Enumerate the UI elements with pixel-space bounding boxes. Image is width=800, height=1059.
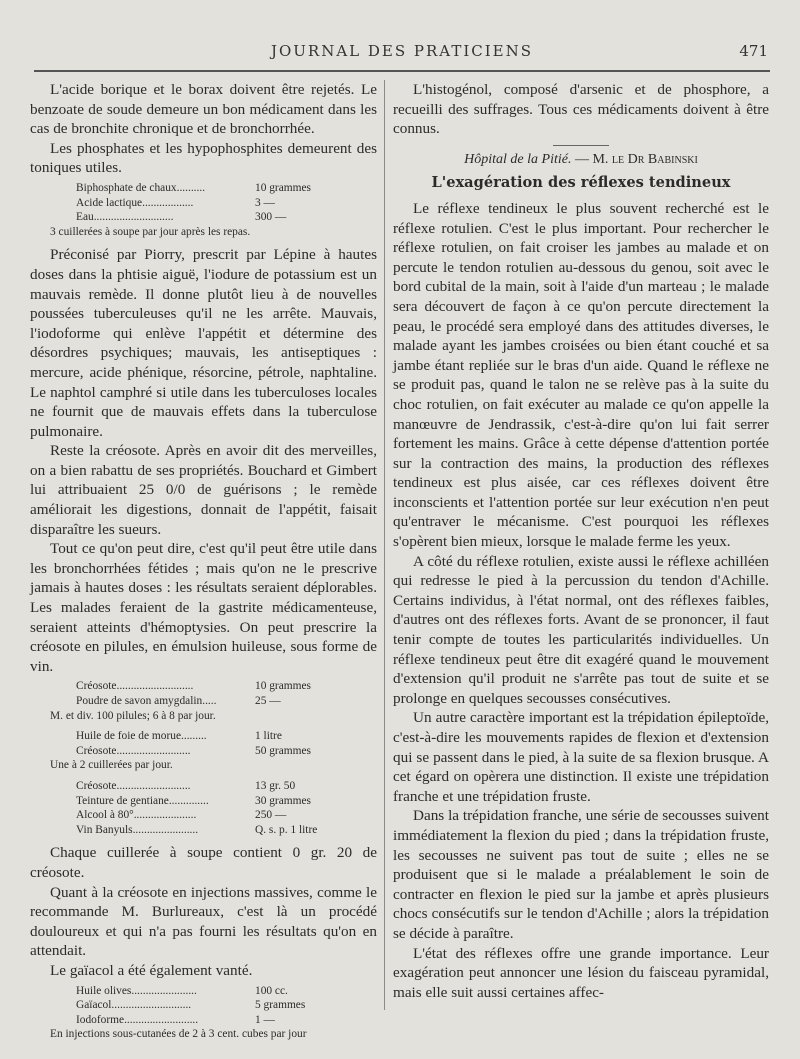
ingredient-qty: 250 — [255,809,287,822]
paragraph: Chaque cuillerée à soupe contient 0 gr. 20 de créosote. [30,844,377,881]
ingredient-name: Créosote.......................... [76,744,191,757]
paragraph: Quant à la créosote en injections massives, comme le recommande M. Burlureaux, c'est là un procédé douloureux et qui n'a pas fourni les résultats qu'on en attendait. [30,883,377,960]
paragraph: Le gaïacol a été également vanté. [50,961,253,979]
column-divider [384,80,385,1010]
ingredient-name: Iodoforme.......................... [76,1013,199,1026]
page-header [34,34,770,72]
hospital-line [393,150,769,170]
ingredient-name: Huile de foie de morue......... [76,730,207,743]
prescription-row [30,744,377,759]
section-rule [553,145,609,146]
hospital-name: Hôpital de la Pitié. [464,151,572,167]
prescription-row [30,729,377,744]
prescription-row [30,823,377,838]
ingredient-qty: 25 — [255,695,281,707]
paragraph: Préconisé par Piorry, prescrit par Lépine à hautes doses dans la phtisie aiguë, l'iodure de potassium est un mauvais remède. Il donne plutôt lieu à de nouvelles poussées tuberculeuses qu'il ne les arrête. Mauvais, l'iodoforme qui enlève l'appétit et détermine des désordres psychiques; mauvais, les antiseptiques : mercure, acide phénique, résorcine, pétrole, naphtaline. Le naphtol camphré si utile dans les tuberculoses locales ne fournit que de mauvais effets dans la tuberculose pulmonaire. [30,246,377,440]
ingredient-name: Acide lactique.................. [76,196,194,209]
paragraph: L'acide borique et le borax doivent être rejetés. Le benzoate de soude demeure un bon médicament dans les cas de bronchite chronique et de bronchorrhée. [30,81,377,138]
paragraph: Reste la créosote. Après en avoir dit des merveilles, on a bien rabattu de ses propriétés. Bouchard et Gimbert lui attribuaient 25 0/0 de guérisons ; le remède améliorait les digestions, donnait de l'appétit, faisait disparaître les sueurs. [30,442,377,538]
ingredient-qty: 1 — [255,1013,275,1026]
paragraph: L'histogénol, composé d'arsenic et de phosphore, a recueilli des suffrages. Tous ces médicaments doivent à être connus. [393,81,769,138]
prescription-row [30,779,377,794]
prescription-row [30,984,377,999]
paragraph: Un autre caractère important est la trépidation épileptoïde, c'est-à-dire les mouvements rapides de flexion et d'extension qui se passent dans le pied, à la suite de sa flexion brusque. A cet égard on opèrera une distinction. Il existe une trépidation franche et une trépidation fruste. [393,709,769,805]
ingredient-qty: 10 grammes [255,181,311,194]
prescription-note: M. et div. 100 pilules; 6 à 8 par jour. [50,709,216,722]
ingredient-name: Gaïacol............................ [76,999,192,1012]
ingredient-qty: 13 gr. 50 [255,779,296,792]
paragraph: L'état des réflexes offre une grande importance. Leur exagération peut annoncer une lésion du faisceau pyramidal, mais elle suit aussi certaines affec- [393,944,769,1001]
ingredient-qty: 1 litre [255,730,282,743]
ingredient-name: Poudre de savon amygdalin..... [76,695,217,707]
ingredient-qty: 100 cc. [255,984,288,997]
prescription-note: 3 cuillerées à soupe par jour après les repas. [50,225,251,238]
prescription-row [30,679,377,694]
page-number: 471 [739,42,768,60]
paragraph: A côté du réflexe rotulien, existe aussi le réflexe achilléen qui redresse le pied à la percussion du tendon d'Achille. Certains individus, à l'état normal, ont des réflexes faibles, d'autres ont des réflexes forts. Avant de se prononcer, il faut tenir compte de toutes les particularités individuelles. Un réflexe tendineux peut être dit exagéré quand le mouvement d'extension qu'il produit ne s'arrête pas tout de suite et se prolonge en quelques secousses consécutives. [393,552,769,707]
ingredient-qty: 5 grammes [255,999,306,1012]
ingredient-name: Créosote.......................... [76,779,191,792]
prescription-note: En injections sous-cutanées de 2 à 3 cent. cubes par jour [50,1028,307,1041]
paragraph: Dans la trépidation franche, une série de secousses suivent immédiatement la flexion du pied ; dans la trépidation fruste, les secousses ne suivent pas tout de suite ; elles ne se produisent que si le malade a préalablement le soin de contracter en flexion le pied sur la jambe et après plusieurs chocs consécutifs sur le tendon d'Achille ; alors la trépidation se décide à paraître. [393,807,769,942]
prescription-row [30,196,377,211]
doctor-name: — M. le Dr Babinski [571,151,698,167]
prescription-row [30,181,377,196]
ingredient-qty: 50 grammes [255,744,311,757]
prescription-phosphate [30,181,377,239]
prescription-row [30,808,377,823]
prescription-row [30,210,377,225]
ingredient-name: Biphosphate de chaux.......... [76,181,206,194]
ingredient-name: Alcool à 80°...................... [76,809,197,822]
ingredient-name: Huile olives....................... [76,984,197,997]
ingredient-name: Eau............................ [76,211,174,224]
prescription-row [30,794,377,809]
ingredient-qty: 300 — [255,211,287,224]
section-title: L'exagération des réflexes tendineux [431,174,731,192]
prescription-row [30,998,377,1013]
ingredient-qty: Q. s. p. 1 litre [255,823,318,836]
ingredient-name: Créosote........................... [76,680,194,693]
prescription-row [30,694,377,709]
left-column [30,80,377,1048]
ingredient-qty: 3 — [255,196,275,209]
prescription-wine [30,779,377,837]
prescription-pills [30,679,377,723]
ingredient-name: Vin Banyuls....................... [76,823,199,836]
paragraph: Le réflexe tendineux le plus souvent recherché est le réflexe rotulien. C'est le plus important. Pour rechercher le réflexe rotulien, on fait croiser les jambes au malade et on percute le tendon rotulien au-dessous du genou, soit avec le bord cubital de la main, soit à l'aide d'un marteau ; le malade sera découvert de façon à ce qu'on percute directement la peau, le procédé sera employé dans des attitudes diverses, le malade ayant les jambes croisées ou bien étant couché et sa jambe étant repliée sur le bras d'un aide. Quand le réflexe ne se produit pas, quand le talon ne se relève pas à la suite du choc rotulien, on fait exécuter au malade ce qu'on appelle la manœuvre de Jendrassik, c'est-à-dire qu'on lui fait serrer fortement les mains. Grâce à cette dépense d'attention portée sur la contraction des mains, la production des réflexes tendineux est plus aisée, car ces réflexes doivent être inconscients et l'attention portée sur leur exécution n'en peut qu'entraver le mécanisme. C'est pourquoi les réflexes s'opèrent bien mieux, lorsque le malade ferme les yeux. [393,199,769,551]
ingredient-qty: 30 grammes [255,794,311,807]
prescription-note: Une à 2 cuillerées par jour. [50,759,173,772]
prescription-injection [30,984,377,1042]
paragraph: Les phosphates et les hypophosphites demeurent des toniques utiles. [30,139,377,177]
right-column [393,80,769,1002]
prescription-row [30,1013,377,1028]
journal-title: JOURNAL DES PRATICIENS [270,42,534,60]
ingredient-name: Teinture de gentiane.............. [76,794,209,807]
ingredient-qty: 10 grammes [255,680,311,693]
paragraph: Tout ce qu'on peut dire, c'est qu'il peut être utile dans les bronchorrhées fétides ; mais qu'on ne le prescrive jamais à hautes doses : les résultats seraient déplorables. Les malades feraient de la gastrite médicamenteuse, seraient atteints d'hémoptysies. On peut prescrire la créosote en pilules, en émulsion huileuse, sous forme de vin. [30,540,377,675]
prescription-oil [30,729,377,773]
